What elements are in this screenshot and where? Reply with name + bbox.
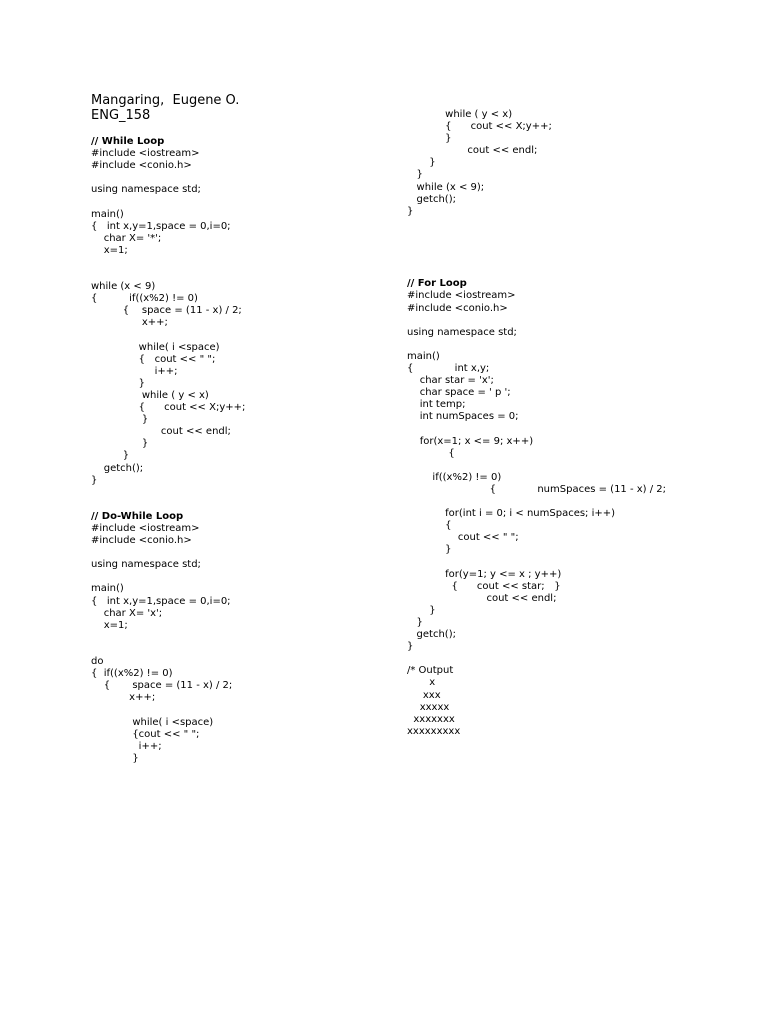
code-line: int numSpaces = 0; <box>407 411 519 423</box>
code-line: cout << endl; <box>91 426 231 438</box>
code-line: } <box>407 133 452 145</box>
code-line: { cout << star; } <box>407 580 561 592</box>
code-line <box>407 653 666 665</box>
code-line: } <box>407 157 436 169</box>
code-line: main() <box>407 350 440 362</box>
code-line: { <box>407 520 452 532</box>
code-line: x++; <box>91 692 156 704</box>
code-line <box>407 242 666 254</box>
code-line: if((x%2) != 0) <box>407 471 502 483</box>
code-line <box>91 257 245 269</box>
code-line <box>407 266 666 278</box>
code-line <box>91 632 245 644</box>
code-line <box>407 423 666 435</box>
code-line: /* Output <box>407 665 454 677</box>
code-line <box>407 230 666 242</box>
code-line <box>407 254 666 266</box>
code-line: { int x,y; <box>407 362 490 374</box>
code-line: while ( y < x) <box>407 109 513 120</box>
code-line <box>91 196 245 208</box>
code-line: i++; <box>91 740 162 752</box>
code-line: char space = ' p '; <box>407 387 511 399</box>
code-line: cout << endl; <box>407 592 557 604</box>
code-line: char X= 'x'; <box>91 607 163 619</box>
code-line <box>91 547 245 559</box>
code-line: { space = (11 - x) / 2; <box>91 305 242 317</box>
code-line <box>407 218 666 230</box>
code-line: xxxxx <box>407 701 450 713</box>
code-line: } <box>407 205 414 217</box>
code-line: } <box>91 752 139 764</box>
code-line: } <box>91 450 130 462</box>
code-line: } <box>91 377 146 389</box>
code-line: } <box>91 438 149 450</box>
code-line: } <box>91 474 98 486</box>
code-line: xxxxxxx <box>407 713 455 725</box>
code-line: cout << " "; <box>407 532 519 544</box>
code-line: for(y=1; y <= x ; y++) <box>407 568 562 580</box>
code-line: { numSpaces = (11 - x) / 2; <box>407 483 667 495</box>
code-line <box>91 269 245 281</box>
section-heading: // Do-While Loop <box>91 510 184 522</box>
code-line: { space = (11 - x) / 2; <box>91 680 233 692</box>
code-line: { int x,y=1,space = 0,i=0; <box>91 595 231 607</box>
code-line <box>407 496 666 508</box>
code-line: while ( y < x) <box>91 389 209 401</box>
code-line: } <box>407 169 423 181</box>
code-line: xxx <box>407 689 441 701</box>
code-line: #include <iostream> <box>407 290 516 302</box>
code-line: char star = 'x'; <box>407 375 494 387</box>
code-line: while (x < 9); <box>407 181 485 193</box>
code-line: getch(); <box>91 462 144 474</box>
left-code-column <box>91 136 245 765</box>
code-line: { if((x%2) != 0) <box>91 668 173 680</box>
code-line <box>91 499 245 511</box>
code-line: using namespace std; <box>91 559 201 571</box>
code-line: } <box>407 604 436 616</box>
code-line: #include <conio.h> <box>91 160 192 172</box>
code-line <box>407 339 666 351</box>
code-line: } <box>407 544 452 556</box>
code-line: { int x,y=1,space = 0,i=0; <box>91 220 231 232</box>
code-line <box>407 556 666 568</box>
code-line <box>407 315 666 327</box>
code-line: do <box>91 656 104 668</box>
code-line: } <box>91 414 149 426</box>
code-line: #include <iostream> <box>91 523 200 534</box>
code-line: #include <iostream> <box>91 148 200 160</box>
code-line: { if((x%2) != 0) <box>91 293 198 305</box>
code-line <box>91 487 245 499</box>
code-line <box>91 330 245 342</box>
section-heading: // While Loop <box>91 136 165 147</box>
code-line: cout << endl; <box>407 145 538 157</box>
code-line: getch(); <box>407 193 456 205</box>
code-line: using namespace std; <box>91 184 201 196</box>
code-line: main() <box>91 208 124 220</box>
code-line: main() <box>91 583 124 595</box>
code-line: while( i <space) <box>91 341 220 353</box>
code-line <box>91 172 245 184</box>
code-line: { cout << " "; <box>91 353 216 365</box>
code-line: char X= '*'; <box>91 232 162 244</box>
code-line: { cout << X;y++; <box>91 402 246 414</box>
code-line <box>91 704 245 716</box>
code-line: { <box>407 447 455 459</box>
code-line <box>91 644 245 656</box>
code-line: xxxxxxxxx <box>407 725 461 737</box>
code-line: x <box>407 677 436 689</box>
code-line: getch(); <box>407 629 456 641</box>
code-line: x=1; <box>91 619 128 631</box>
code-line: int temp; <box>407 399 466 411</box>
code-line: while (x < 9) <box>91 281 156 293</box>
code-line: #include <conio.h> <box>407 302 508 314</box>
code-line: using namespace std; <box>407 326 517 338</box>
section-heading: // For Loop <box>407 278 467 290</box>
code-line: #include <conio.h> <box>91 535 192 547</box>
code-line: while( i <space) <box>91 716 214 728</box>
code-line: } <box>407 616 423 628</box>
right-code-column <box>407 109 666 738</box>
code-line: } <box>407 641 414 653</box>
code-line: {cout << " "; <box>91 728 200 740</box>
code-line: for(x=1; x <= 9; x++) <box>407 435 534 447</box>
course-code: ENG_158 <box>91 108 151 123</box>
author-name: Mangaring, Eugene O. <box>91 93 240 108</box>
code-line: x=1; <box>91 244 128 256</box>
code-line: { cout << X;y++; <box>407 121 552 133</box>
code-line: x++; <box>91 317 168 329</box>
code-line <box>91 571 245 583</box>
code-line <box>407 460 666 472</box>
code-line: i++; <box>91 365 178 377</box>
code-line: for(int i = 0; i < numSpaces; i++) <box>407 508 616 520</box>
